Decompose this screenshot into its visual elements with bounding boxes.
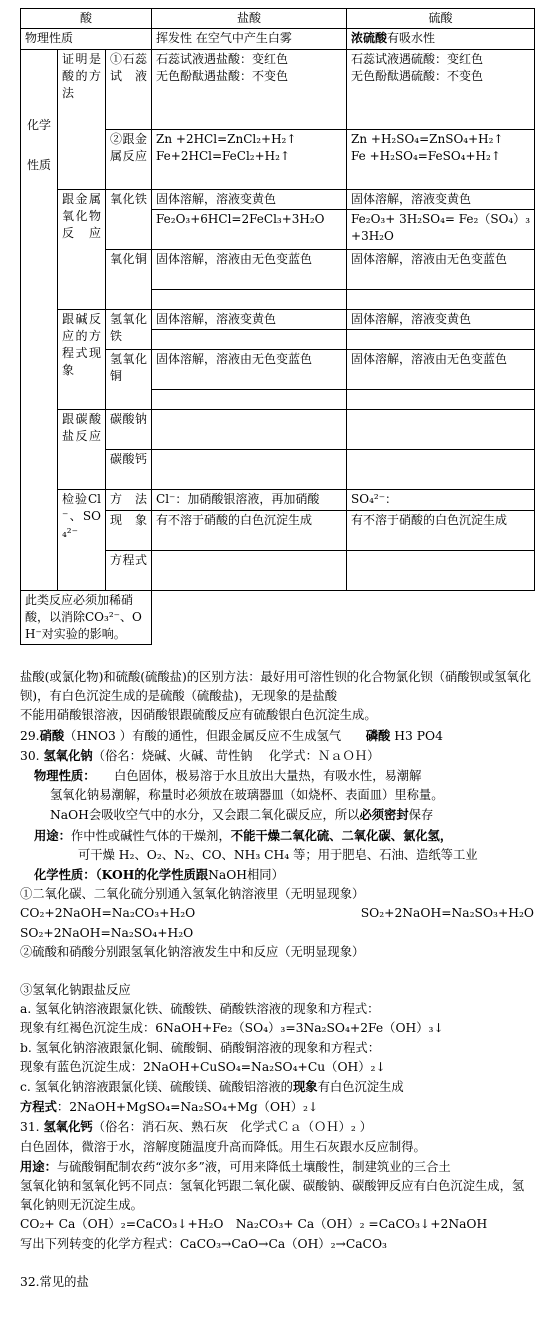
fe2o3-h2so4-eq: Fe₂O₃+ 3H₂SO₄= Fe₂（SO₄）₃+3H₂O: [347, 210, 535, 250]
test-method-h2so4: SO₄²⁻：: [347, 490, 535, 511]
cuoh2-hcl-eq: [152, 390, 347, 410]
c-phenomenon: 有白色沉淀生成: [317, 1080, 404, 1095]
use-label: 用途：: [34, 827, 71, 843]
na2co3-h2so4: [347, 410, 535, 450]
fe2o3-hcl-obs: 固体溶解，溶液变黄色: [152, 190, 347, 210]
distinguish-text: 盐酸(或氯化物)和硫酸(硫酸盐)的区别方法：最好用可溶性钡的化合物氯化钡（硝酸钡或氢氧化钡)，有白色沉淀生成的是硫酸（硫酸盐)，无现象的是盐酸: [20, 670, 532, 704]
test-label: 检验Cl⁻、SO₄²⁻: [58, 490, 106, 591]
physical-hcl: 挥发性 在空气中产生白雾: [152, 29, 347, 50]
cuo-hcl-obs: 固体溶解，溶液由无色变蓝色: [152, 250, 347, 290]
point-3: ③氢氧化钠跟盐反应: [20, 983, 131, 998]
sealed-label: 必须密封: [359, 807, 409, 823]
cuoh2-hcl-obs: 固体溶解，溶液由无色变蓝色: [152, 350, 347, 390]
header-hcl: 盐酸: [152, 9, 347, 29]
chemical-properties-label: 化学性质: [21, 50, 58, 591]
physical-text: 白色固体，极易溶于水且放出大量热，有吸水性，易潮解: [113, 769, 422, 784]
nitric-acid-text: （HNO3 ）有酸的通性，但跟金属反应不生成氢气: [64, 728, 342, 743]
naoh-storage: [20, 805, 534, 825]
metal-hcl: [152, 130, 347, 190]
caoh2-chain: 写出下列转变的化学方程式：CaCO₃→CaO→Ca（OH）₂→CaCO₃: [20, 1236, 387, 1251]
fe2o3-label: 氧化铁: [106, 190, 152, 250]
caoh2-physical: 白色固体，微溶于水，溶解度随温度升高而降低。用生石灰跟水反应制得。: [20, 1139, 426, 1154]
feoh3-obs-row: [21, 310, 535, 330]
phenomenon-label: 现象: [106, 511, 152, 551]
caoh2-names: （俗名：消石灰、熟石灰 化学式Ｃａ（ＯＨ）₂ ）: [92, 1120, 373, 1135]
metal-label: ②跟金属反应: [106, 130, 152, 190]
eq-fe-h2so4: Fe +H₂SO₄=FeSO₄+H₂↑: [351, 149, 501, 163]
use-text: 作中性或碱性气体的干燥剂，: [70, 828, 231, 843]
indicator-row: [21, 50, 535, 130]
eq-co2-naoh: CO₂+2NaOH=Na₂CO₃+H₂O: [20, 906, 196, 921]
eq-so2-naoh: SO₂+2NaOH=Na₂SO₃+H₂O: [360, 906, 534, 921]
naoh-use-2: 可干燥 H₂、O₂、N₂、CO、NH₃ CH₄ 等；用于肥皂、石油、造纸等工业: [78, 847, 478, 862]
cuo-h2so4-eq: [347, 290, 535, 310]
item-30: [20, 746, 534, 766]
na2co3-row: [21, 410, 535, 450]
absorbent-text: 有吸水性: [387, 31, 436, 45]
c-equation: ：2NaOH+MgSO₄=Na₂SO₄+Mg（OH）₂↓: [56, 1100, 319, 1115]
feoh3-hcl-eq: [152, 330, 347, 350]
base-label: 跟碱反应的方程式现象: [58, 310, 106, 410]
equation-label: 方程式: [106, 551, 152, 591]
metal-h2so4: [347, 130, 535, 190]
cuo-h2so4-obs: 固体溶解，溶液由无色变蓝色: [347, 250, 535, 290]
litmus-hcl: 石蕊试液遇盐酸：变红色: [156, 52, 289, 66]
blank-line: [20, 962, 534, 981]
note-row: [21, 591, 535, 645]
header-row: [21, 9, 535, 29]
concentrated-label: 浓硫酸: [351, 31, 388, 45]
caoh2-label: 氢氧化钙: [43, 1119, 93, 1135]
item-29: [20, 726, 534, 746]
eq-line-1: [20, 904, 534, 923]
feoh3-h2so4-obs: 固体溶解，溶液变黄色: [347, 310, 535, 330]
test-phen-hcl: 有不溶于硝酸的白色沉淀生成: [152, 511, 347, 551]
caco3-label: 碳酸钙: [106, 450, 152, 490]
physical-label: 物理性质：: [34, 768, 90, 784]
nitric-acid-label: 硝酸: [39, 727, 65, 743]
phosphoric-acid-label: 磷酸: [365, 727, 391, 743]
header-h2so4: 硫酸: [347, 9, 535, 29]
eq-zn-h2so4: Zn +H₂SO₄=ZnSO₄+H₂↑: [351, 132, 504, 146]
use-warning: 不能干燥二氧化硫、二氧化碳、氯化氢，: [230, 827, 453, 843]
agno3-text: 不能用硝酸银溶液，因硝酸银跟硫酸反应有硫酸银白色沉淀生成。: [20, 708, 377, 723]
oxide-label: 跟金属氧化物反应: [58, 190, 106, 310]
point-1: ①二氧化碳、二氧化硫分别通入氢氧化钠溶液里（无明显现象）: [20, 887, 365, 902]
storage-text: NaOH会吸收空气中的水分，又会跟二氧化碳反应，所以: [50, 808, 360, 823]
test-eq-h2so4: [347, 551, 535, 591]
acid-properties-table: [20, 8, 535, 645]
point-c-1: [20, 1077, 534, 1097]
naoh-weighing: 氢氧化钠易潮解，称量时必须放在玻璃器皿（如烧杯、表面皿）里称量。: [50, 788, 444, 803]
feoh3-h2so4-eq: [347, 330, 535, 350]
indicator-hcl: [152, 50, 347, 130]
header-acid: 酸: [21, 9, 152, 29]
storage-tail: 保存: [408, 808, 434, 823]
prove-acid-label: 证明是酸的方法: [58, 50, 106, 190]
naoh-use-1: [20, 826, 534, 846]
naoh-label: 氢氧化钠: [43, 747, 93, 763]
chemical-label: 化学性质：（KOH的化学性质跟: [34, 867, 209, 883]
notes-section: [20, 668, 534, 1292]
point-b-2: 现象有蓝色沉淀生成：2NaOH+CuSO₄=Na₂SO₄+Cu（OH）₂↓: [20, 1059, 386, 1074]
c-text: c. 氢氧化钠溶液跟氯化镁、硫酸镁、硫酸铝溶液的: [20, 1080, 293, 1095]
caco3-h2so4: [347, 450, 535, 490]
eq-fe-hcl: Fe+2HCl=FeCl₂+H₂↑: [156, 149, 291, 163]
caco3-hcl: [152, 450, 347, 490]
physical-h2so4: [347, 29, 535, 50]
test-method-row: [21, 490, 535, 511]
phenolphthalein-h2so4: 无色酚酞遇硫酸：不变色: [351, 69, 484, 83]
point-a-2: 现象有红褐色沉淀生成：6NaOH+Fe₂（SO₄）₃=3Na₂SO₄+2Fe（OH）₃↓: [20, 1021, 444, 1036]
fe2o3-hcl-eq: Fe₂O₃+6HCl=2FeCl₃+3H₂O: [152, 210, 347, 250]
carbonate-label: 跟碳酸盐反应: [58, 410, 106, 490]
method-label: 方法: [106, 490, 152, 511]
litmus-h2so4: 石蕊试液遇硫酸：变红色: [351, 52, 484, 66]
point-a-1: a. 氢氧化钠溶液跟氯化铁、硫酸铁、硝酸铁溶液的现象和方程式：: [20, 1002, 380, 1017]
feoh3-hcl-obs: 固体溶解，溶液变黄色: [152, 310, 347, 330]
indicator-label: ①石蕊试液: [106, 50, 152, 130]
cuo-hcl-eq: [152, 290, 347, 310]
naoh-physical: [20, 766, 534, 786]
caoh2-use-text: 与硫酸铜配制农药“波尔多”液，可用来降低土壤酸性，制建筑业的三合土: [56, 1159, 451, 1174]
phenolphthalein-hcl: 无色酚酞遇盐酸：不变色: [156, 69, 289, 83]
feoh3-label: 氢氧化铁: [106, 310, 152, 350]
naoh-caoh2-diff: 氢氧化钠和氢氧化钙不同点：氢氧化钙跟二氧化碳、碳酸钠、碳酸钾反应有白色沉淀生成，氢氧化钠则无沉淀生成。: [20, 1179, 525, 1213]
caoh2-use-label: 用途：: [20, 1158, 57, 1174]
cuoh2-label: 氢氧化铜: [106, 350, 152, 410]
fe2o3-h2so4-obs: 固体溶解，溶液变黄色: [347, 190, 535, 210]
caoh2-use: [20, 1157, 534, 1177]
point-c-2: [20, 1097, 534, 1117]
c-equation-label: 方程式: [20, 1099, 57, 1115]
item-31: [20, 1117, 534, 1137]
blank-line-2: [20, 1254, 534, 1273]
cuoh2-h2so4-eq: [347, 390, 535, 410]
physical-label: 物理性质: [21, 29, 152, 50]
fe2o3-obs-row: [21, 190, 535, 210]
test-method-hcl: Cl⁻：加硝酸银溶液，再加硝酸: [152, 490, 347, 511]
cuo-label: 氧化铜: [106, 250, 152, 310]
physical-row: [21, 29, 535, 50]
chemical-tail: NaOH相同）: [208, 868, 284, 883]
naoh-chemical: [20, 865, 534, 885]
item-31-number: 31.: [20, 1120, 40, 1135]
indicator-h2so4: [347, 50, 535, 130]
caoh2-equations: CO₂+ Ca（OH）₂=CaCO₃↓+H₂O Na₂CO₃+ Ca（OH）₂ =CaCO₃↓+2NaOH: [20, 1217, 488, 1232]
point-2: ②硫酸和硝酸分别跟氢氧化钠溶液发生中和反应（无明显现象）: [20, 944, 365, 959]
phosphoric-acid-formula: H3 PO4: [394, 728, 443, 743]
na2co3-hcl: [152, 410, 347, 450]
item-29-number: 29.: [20, 728, 40, 743]
na2co3-label: 碳酸钠: [106, 410, 152, 450]
item-32: 32.常见的盐: [20, 1274, 89, 1289]
note-cell: 此类反应必须加稀硝酸，以消除CO₃²⁻、OH⁻对实验的影响。: [21, 591, 152, 645]
eq-so2-na2so4: SO₂+2NaOH=Na₂SO₄+H₂O: [20, 925, 194, 940]
c-phenomenon-label: 现象: [292, 1079, 318, 1095]
naoh-names: （俗名：烧碱、火碱、苛性钠 化学式：ＮａＯＨ）: [92, 748, 380, 763]
test-phen-h2so4: 有不溶于硝酸的白色沉淀生成: [347, 511, 535, 551]
cuoh2-h2so4-obs: 固体溶解，溶液由无色变蓝色: [347, 350, 535, 390]
test-eq-hcl: [152, 551, 347, 591]
eq-zn-hcl: Zn +2HCl=ZnCl₂+H₂↑: [156, 132, 297, 146]
item-30-number: 30.: [20, 748, 40, 763]
point-b-1: b. 氢氧化钠溶液跟氯化铜、硫酸铜、硝酸铜溶液的现象和方程式：: [20, 1040, 381, 1055]
